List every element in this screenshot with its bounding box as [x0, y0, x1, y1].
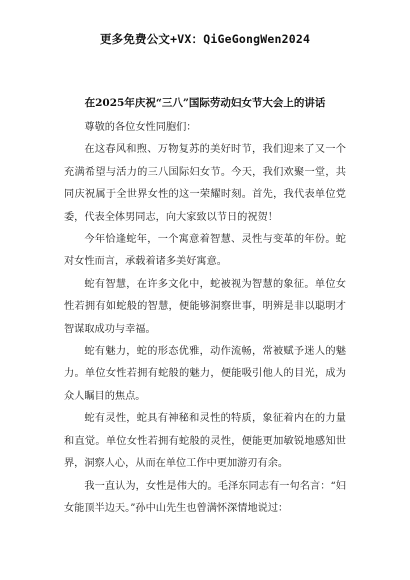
paragraph: 蛇有智慧，在许多文化中，蛇被视为智慧的象征。单位女性若拥有如蛇般的智慧，便能够洞察世事，明辨是非以聪明才智谋取成功与幸福。: [64, 278, 346, 335]
speech-title: 在2025年庆祝“三八”国际劳动妇女节大会上的讲话: [84, 97, 326, 109]
paragraph: 我一直认为，女性是伟大的。毛泽东同志有一句名言：“妇女能顶半边天。”孙中山先生也曾满怀深情地说过：: [64, 480, 346, 514]
paragraph: 蛇有魅力，蛇的形态优雅，动作流畅，常被赋予迷人的魅力。单位女性若拥有蛇般的魅力，便能吸引他人的目光，成为众人瞩目的焦点。: [64, 346, 346, 402]
paragraph: 在这春风和煦、万物复苏的美好时节，我们迎来了又一个充满希望与活力的三八国际妇女节。今天，我们欢聚一堂，共同庆祝属于全世界女性的这一荣耀时刻。首先，我代表单位党委，代表全体男同志，向大家致以节日的祝贺！: [64, 144, 346, 223]
paragraph: 今年恰逢蛇年，一个寓意着智慧、灵性与变革的年份。蛇对女性而言，承载着诸多美好寓意。: [64, 234, 346, 268]
speech-body: [64, 117, 346, 520]
promo-header: 更多免费公文+VX：QiGeGongWen2024: [99, 32, 311, 46]
paragraph: 蛇有灵性，蛇具有神秘和灵性的特质，象征着内在的力量和直觉。单位女性若拥有蛇般的灵性，便能更加敏锐地感知世界，洞察人心，从而在单位工作中更加游刃有余。: [64, 413, 346, 470]
salutation: 尊敬的各位女性同胞们：: [84, 122, 197, 133]
